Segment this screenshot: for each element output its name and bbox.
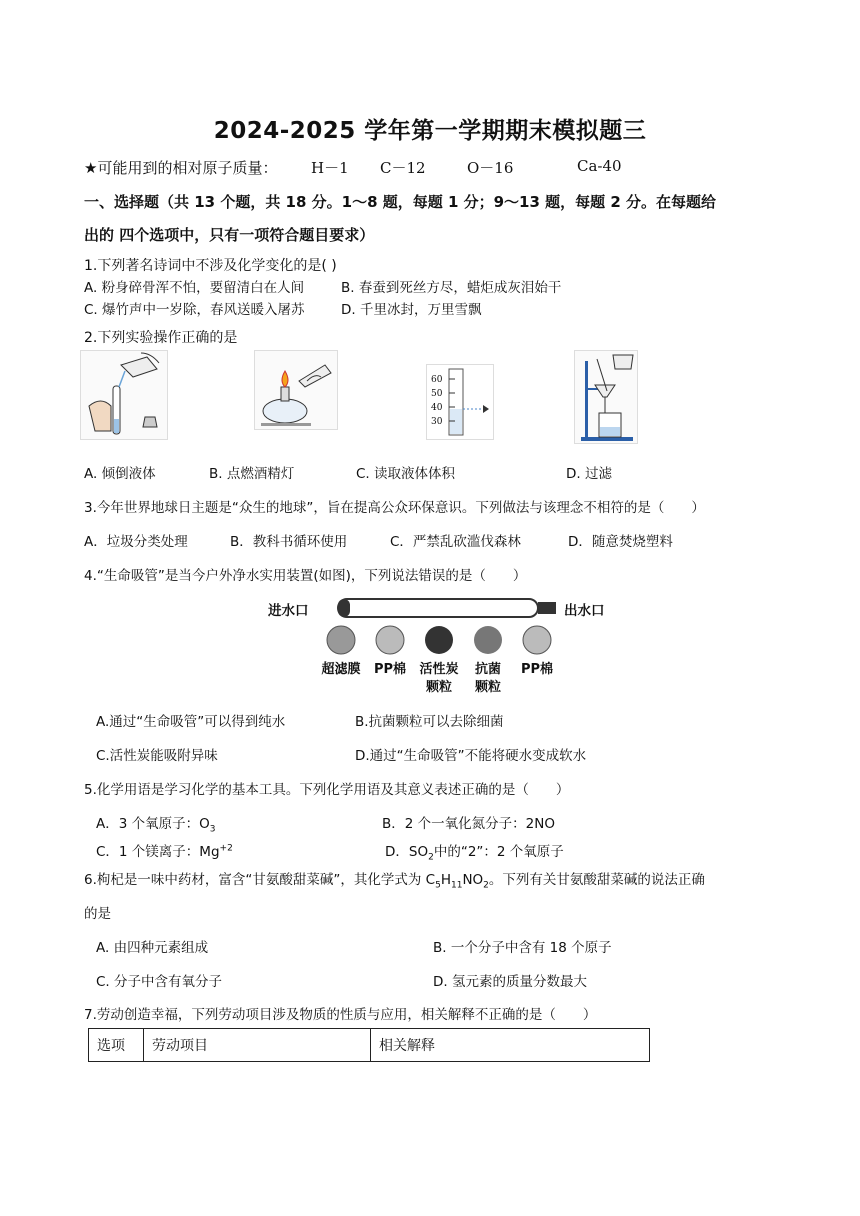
q5-option-a: A．3 个氧原子：$O_3$ [96, 816, 216, 835]
q3-option-a: A．垃圾分类处理 [84, 534, 188, 550]
q1-option-d: D. 千里冰封，万里雪飘 [341, 302, 482, 318]
q3-option-b: B．教科书循环使用 [230, 534, 348, 550]
q2-option-c: C. 读取液体体积 [356, 466, 456, 482]
layer-label-3: 活性炭 [419, 662, 459, 677]
atomic-mass-label: ★可能用到的相对原子质量： [84, 159, 278, 177]
q2-option-b: B. 点燃酒精灯 [209, 466, 295, 482]
section1-line2: 出的 四个选项中，只有一项符合题目要求） [84, 226, 375, 244]
tick-50: 50 [431, 389, 443, 399]
inlet-label: 进水口 [268, 603, 309, 619]
q3-stem: 3.今年世界地球日主题是“众生的地球”，旨在提高公众环保意识。下列做法与该理念不相符的是（ ） [84, 500, 705, 516]
mass-c: C－12 [380, 159, 426, 177]
q2-stem: 2.下列实验操作正确的是 [84, 330, 238, 346]
figure-reading-cylinder [426, 364, 494, 440]
q5-option-b: B．2 个一氧化氮分子：2NO [382, 816, 555, 832]
q1-option-b: B. 春蚕到死丝方尽，蜡炬成灰泪始干 [341, 280, 562, 296]
layer-label-3b: 颗粒 [425, 680, 452, 695]
q6-stem: 6.枸杞是一味中药材，富含“甘氨酸甜菜碱”，其化学式为 $C_5H_{11}NO_2$。下列有关甘氨酸甜菜碱的说法正确 [84, 872, 705, 891]
q6-option-a: A. 由四种元素组成 [96, 940, 209, 956]
q6-option-d: D. 氢元素的质量分数最大 [433, 974, 587, 990]
q6-option-b: B. 一个分子中含有 18 个原子 [433, 940, 612, 956]
mass-o: O－16 [467, 159, 514, 177]
page-title: 2024-2025 学年第一学期期末模拟题三 [213, 118, 647, 144]
layer-label-4b: 颗粒 [474, 680, 501, 695]
q2-option-d: D. 过滤 [566, 466, 612, 482]
q3-option-d: D．随意焚烧塑料 [568, 534, 673, 550]
outlet-label: 出水口 [564, 603, 605, 619]
q4-option-b: B.抗菌颗粒可以去除细菌 [355, 714, 504, 730]
q4-option-c: C.活性炭能吸附异味 [96, 748, 218, 764]
q4-stem: 4.“生命吸管”是当今户外净水实用装置(如图)，下列说法错误的是（ ） [84, 568, 527, 584]
q4-option-a: A.通过“生命吸管”可以得到纯水 [96, 714, 286, 730]
section1-line1: 一、选择题（共 13 个题，共 18 分。1～8 题，每题 1 分；9～13 题，每题 2 分。在每题给 [84, 193, 717, 211]
header-option: 选项 [89, 1029, 144, 1062]
figure-pouring-liquid [80, 350, 168, 440]
header-explanation: 相关解释 [371, 1029, 650, 1062]
mass-ca: Ca-40 [577, 157, 622, 175]
header-labor-project: 劳动项目 [144, 1029, 371, 1062]
figure-alcohol-lamp [254, 350, 338, 430]
figure-life-straw [264, 596, 624, 694]
layer-label-4: 抗菌 [474, 662, 501, 677]
table-row [89, 1029, 650, 1062]
mass-h: H－1 [311, 159, 349, 177]
q3-option-c: C．严禁乱砍滥伐森林 [390, 534, 521, 550]
q5-stem: 5.化学用语是学习化学的基本工具。下列化学用语及其意义表述正确的是（ ） [84, 782, 570, 798]
q5-option-d: D．$SO_2$中的“2”：2 个氧原子 [385, 844, 564, 863]
q7-table [88, 1028, 650, 1062]
layer-label-1: 超滤膜 [321, 662, 361, 677]
tick-60: 60 [431, 375, 443, 385]
q1-stem: 1.下列著名诗词中不涉及化学变化的是( ) [84, 258, 337, 274]
q4-option-d: D.通过“生命吸管”不能将硬水变成软水 [355, 748, 587, 764]
layer-label-5: PP棉 [520, 662, 554, 677]
layer-label-2: PP棉 [373, 662, 407, 677]
q1-option-c: C. 爆竹声中一岁除，春风送暖入屠苏 [84, 302, 305, 318]
tick-30: 30 [431, 417, 443, 427]
q7-stem: 7.劳动创造幸福，下列劳动项目涉及物质的性质与应用，相关解释不正确的是（ ） [84, 1007, 597, 1023]
q6-option-c: C. 分子中含有氧分子 [96, 974, 223, 990]
q5-option-c: C．1 个镁离子：$Mg^{+2}$ [96, 843, 233, 860]
q6-stem-line2: 的是 [84, 906, 111, 922]
figure-filtration [574, 350, 638, 444]
q2-option-a: A. 倾倒液体 [84, 466, 156, 482]
tick-40: 40 [431, 403, 443, 413]
q1-option-a: A. 粉身碎骨浑不怕，要留清白在人间 [84, 280, 305, 296]
